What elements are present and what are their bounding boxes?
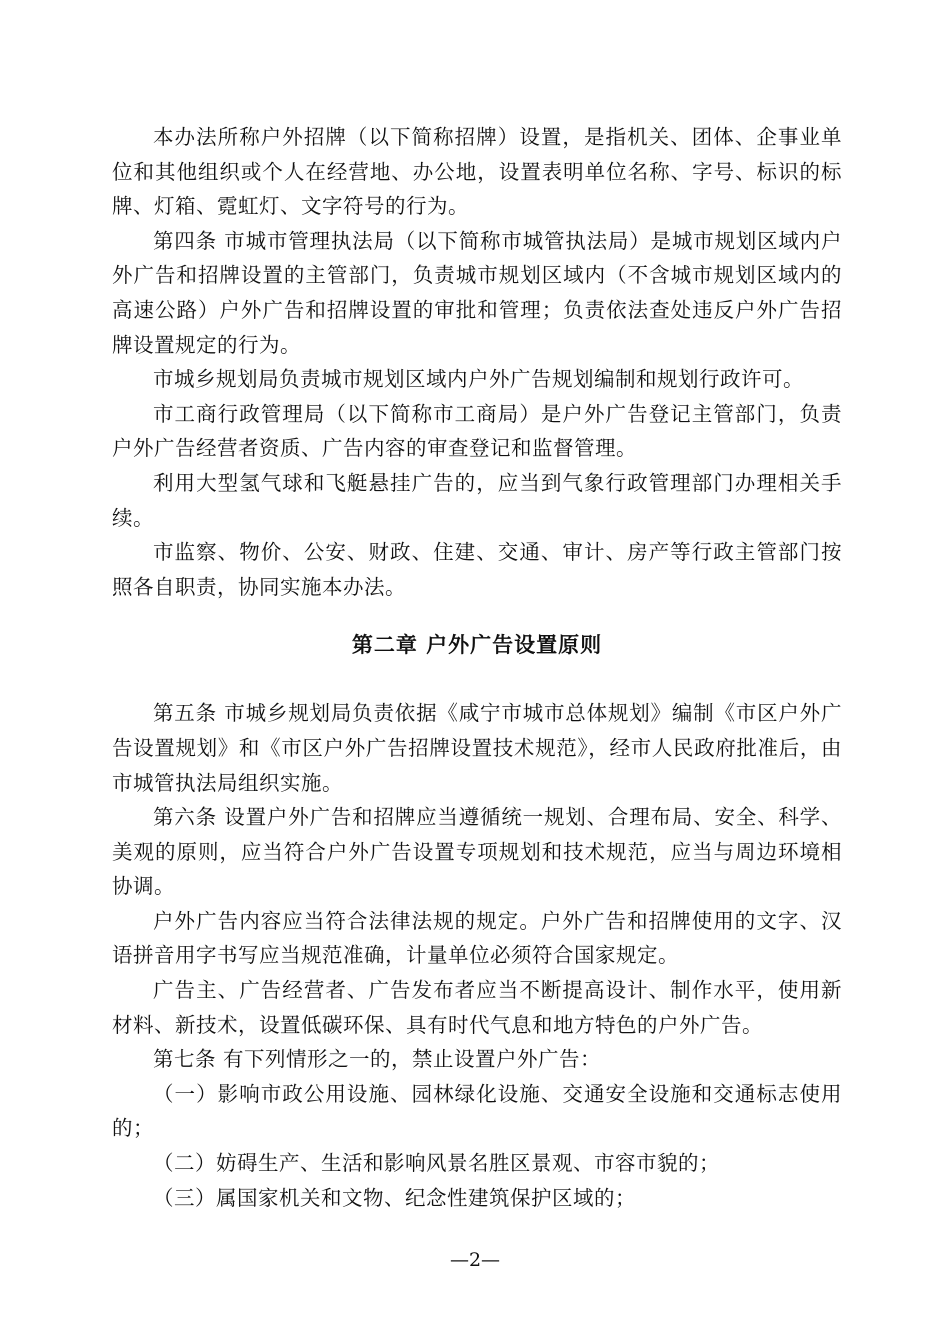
paragraph-article-4: 第四条 市城市管理执法局（以下简称市城管执法局）是城市规划区域内户外广告和招牌设置的主管部门，负责城市规划区域内（不含城市规划区域内的高速公路）户外广告和招牌设置的审批和管理；负责依法查处违反户外广告招牌设置规定的行为。 bbox=[112, 228, 842, 357]
paragraph-other-departments: 市监察、物价、公安、财政、住建、交通、审计、房产等行政主管部门按照各自职责，协同实施本办法。 bbox=[112, 540, 842, 599]
paragraph-commerce-bureau: 市工商行政管理局（以下简称市工商局）是户外广告登记主管部门，负责户外广告经营者资质、广告内容的审查登记和监督管理。 bbox=[112, 401, 842, 461]
paragraph-article-6: 第六条 设置户外广告和招牌应当遵循统一规划、合理布局、安全、科学、美观的原则，应当符合户外广告设置专项规划和技术规范，应当与周边环境相协调。 bbox=[112, 805, 842, 899]
paragraph-content-rules: 户外广告内容应当符合法律法规的规定。户外广告和招牌使用的文字、汉语拼音用字书写应当规范准确，计量单位必须符合国家规定。 bbox=[112, 908, 842, 968]
paragraph-article-5: 第五条 市城乡规划局负责依据《咸宁市城市总体规划》编制《市区户外广告设置规划》和《市区户外广告招牌设置技术规范》，经市人民政府批准后，由市城管执法局组织实施。 bbox=[112, 701, 842, 795]
list-item: （三）属国家机关和文物、纪念性建筑保护区域的； bbox=[153, 1185, 636, 1210]
paragraph-article-7: 第七条 有下列情形之一的，禁止设置户外广告： bbox=[153, 1047, 602, 1072]
document-page bbox=[112, 120, 842, 1215]
chapter-title: 第二章 户外广告设置原则 bbox=[351, 633, 603, 658]
paragraph-balloon-ads: 利用大型氢气球和飞艇悬挂广告的，应当到气象行政管理部门办理相关手续。 bbox=[112, 470, 842, 530]
page-number: —2— bbox=[449, 1249, 501, 1271]
list-item: （一）影响市政公用设施、园林绿化设施、交通安全设施和交通标志使用的； bbox=[112, 1081, 842, 1141]
paragraph-planning-bureau: 市城乡规划局负责城市规划区域内户外广告规划编制和规划行政许可。 bbox=[153, 367, 804, 392]
list-item: （二）妨碍生产、生活和影响风景名胜区景观、市容市貌的； bbox=[153, 1151, 720, 1176]
paragraph-advertiser-duties: 广告主、广告经营者、广告发布者应当不断提高设计、制作水平，使用新材料、新技术，设置低碳环保、具有时代气息和地方特色的户外广告。 bbox=[112, 978, 842, 1037]
paragraph-signboard-definition: 本办法所称户外招牌（以下简称招牌）设置，是指机关、团体、企事业单位和其他组织或个人在经营地、办公地，设置表明单位名称、字号、标识的标牌、灯箱、霓虹灯、文字符号的行为。 bbox=[112, 125, 842, 219]
